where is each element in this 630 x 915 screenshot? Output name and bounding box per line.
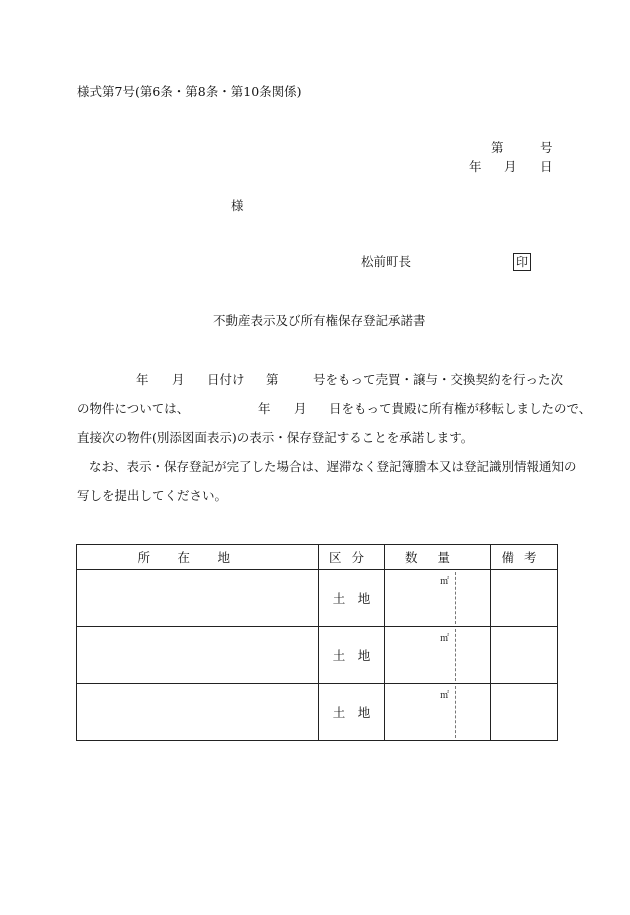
body-line1-year: 年 — [136, 372, 149, 387]
doc-number-go: 号 — [540, 140, 553, 155]
body-line2-rest: 日をもって貴殿に所有権が移転しましたので、 — [329, 401, 592, 416]
body-line4: なお、表示・保存登記が完了した場合は、遅滞なく登記簿謄本又は登記識別情報通知の — [89, 459, 577, 474]
category-cell: 土 地 — [319, 684, 385, 741]
issuer-name: 松前町長 — [361, 254, 412, 269]
header-category-label: 区分 — [328, 550, 374, 565]
header-remarks — [491, 545, 558, 570]
category-cell: 土 地 — [319, 627, 385, 684]
body-line2-start: の物件については、 — [77, 401, 190, 416]
unit-label: ㎡ — [440, 577, 450, 587]
remarks-cell[interactable] — [491, 627, 558, 684]
remarks-cell[interactable] — [491, 570, 558, 627]
decimal-divider — [455, 572, 456, 624]
unit-label: ㎡ — [440, 691, 450, 701]
location-cell[interactable] — [77, 627, 319, 684]
location-cell[interactable] — [77, 570, 319, 627]
table-header-row — [77, 545, 558, 570]
unit-label: ㎡ — [440, 634, 450, 644]
date-year: 年 — [469, 159, 482, 174]
header-category — [319, 545, 385, 570]
header-location — [77, 545, 319, 570]
header-remarks-label: 備考 — [501, 550, 547, 565]
doc-number-dai: 第 — [491, 140, 504, 155]
quantity-cell[interactable] — [385, 684, 491, 741]
body-line1-dai: 第 — [266, 372, 279, 387]
quantity-cell[interactable] — [385, 570, 491, 627]
remarks-cell[interactable] — [491, 684, 558, 741]
body-line1-month: 月 — [172, 372, 185, 387]
recipient-honorific: 様 — [231, 198, 244, 213]
date-day: 日 — [540, 159, 553, 174]
date-month: 月 — [504, 159, 517, 174]
document-title: 不動産表示及び所有権保存登記承諾書 — [213, 313, 426, 328]
seal-mark: 印 — [513, 253, 531, 271]
category-cell: 土 地 — [319, 570, 385, 627]
body-line1-rest: 号をもって売買・譲与・交換契約を行った次 — [313, 372, 564, 387]
location-cell[interactable] — [77, 684, 319, 741]
header-location-label: 所在地 — [137, 550, 258, 565]
body-line1-dated: 日付け — [207, 372, 245, 387]
decimal-divider — [455, 686, 456, 738]
table-row — [77, 684, 558, 741]
header-quantity-label: 数量 — [404, 550, 470, 565]
body-line2-year: 年 — [258, 401, 271, 416]
body-line3: 直接次の物件(別添図面表示)の表示・保存登記することを承諾します。 — [77, 430, 474, 445]
form-number: 様式第7号(第6条・第8条・第10条関係) — [77, 84, 302, 99]
table-row — [77, 627, 558, 684]
property-table — [76, 544, 558, 741]
header-quantity — [385, 545, 491, 570]
decimal-divider — [455, 629, 456, 681]
body-line2-month: 月 — [294, 401, 307, 416]
table-row — [77, 570, 558, 627]
body-line5: 写しを提出してください。 — [77, 488, 228, 503]
quantity-cell[interactable] — [385, 627, 491, 684]
